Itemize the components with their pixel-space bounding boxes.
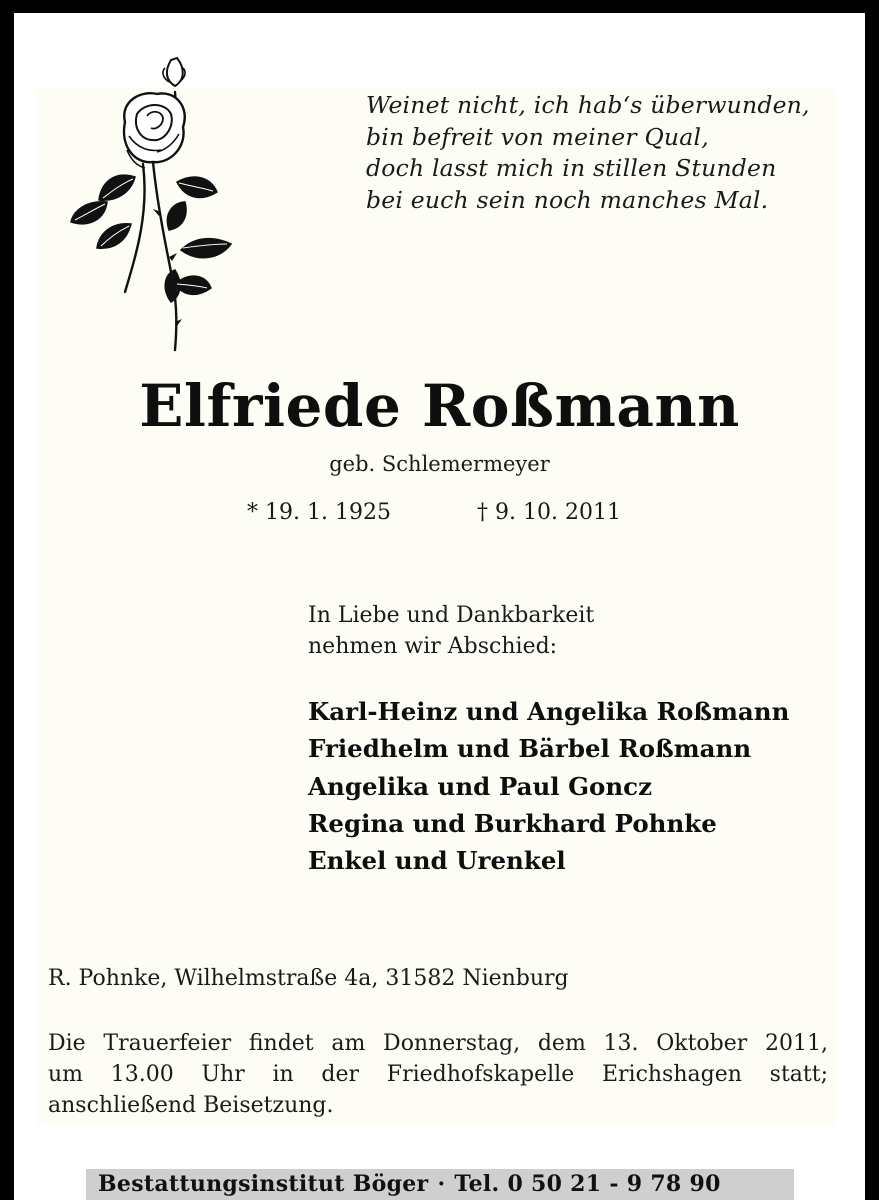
ceremony-line: Die Trauerfeier findet am Donnerstag, dem 13. Oktober 2011, [48, 1031, 828, 1056]
mourner-entry: Enkel und Urenkel [308, 846, 566, 876]
mourner-entry: Angelika und Paul Goncz [308, 771, 653, 801]
farewell-line: In Liebe und Dankbarkeit [308, 603, 595, 628]
farewell-line: nehmen wir Abschied: [308, 634, 558, 659]
ceremony-line: anschließend Beisetzung. [48, 1093, 334, 1118]
ceremony-line: um 13.00 Uhr in der Friedhofskapelle Erichshagen statt; [48, 1062, 828, 1087]
death-date: † 9. 10. 2011 [477, 500, 621, 525]
life-dates [0, 500, 879, 530]
deceased-name: Elfriede Roßmann [139, 372, 740, 440]
rose-icon [65, 52, 240, 352]
mourner-entry: Regina und Burkhard Pohnke [308, 808, 717, 838]
poem-line: doch lasst mich in stillen Stunden [366, 154, 777, 182]
poem [366, 90, 846, 216]
birth-name: geb. Schlemermeyer [329, 452, 550, 476]
mourners-list [308, 693, 789, 879]
mourner-entry: Karl-Heinz und Angelika Roßmann [308, 697, 790, 726]
funeral-home-footer [86, 1169, 794, 1200]
mourner-entry: Friedhelm und Bärbel Roßmann [308, 734, 752, 764]
farewell-text [308, 600, 594, 662]
funeral-home-name: Bestattungsinstitut Böger [98, 1171, 429, 1197]
birth-date: * 19. 1. 1925 [247, 500, 391, 525]
ceremony-info [48, 1028, 828, 1121]
poem-line: bin befreit von meiner Qual, [366, 122, 709, 151]
footer-separator: · [437, 1171, 446, 1197]
funeral-home-phone: Tel. 0 50 21 - 9 78 90 [454, 1171, 721, 1197]
poem-line: Weinet nicht, ich hab‘s überwunden, [366, 91, 810, 119]
contact-address: R. Pohnke, Wilhelmstraße 4a, 31582 Nienburg [48, 966, 569, 991]
poem-line: bei euch sein noch manches Mal. [366, 185, 769, 214]
